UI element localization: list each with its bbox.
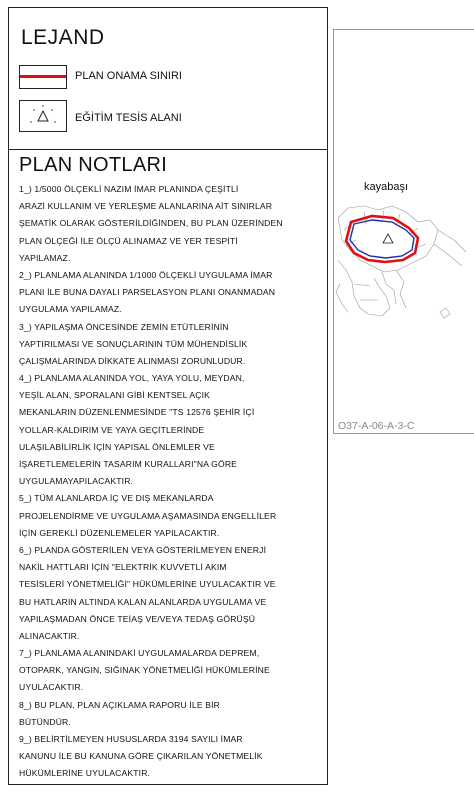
- plan-note-line: ULAŞILABİLİRLİK İÇİN YAPISAL ÖNLEMLER VE: [19, 441, 215, 452]
- plan-boundary-symbol: [19, 65, 67, 89]
- legend-label-education-area: EĞİTİM TESİS ALANI: [75, 112, 182, 124]
- plan-note-line: İÇİN GEREKLİ DÜZENLEMELER YAPILACAKTIR.: [19, 527, 220, 538]
- plan-note-line: ALINACAKTIR.: [19, 630, 80, 641]
- education-area-symbol: [19, 100, 67, 132]
- plan-note-line: TESİSLERİ YÖNETMELİĞİ" HÜKÜMLERİNE UYULACAKTIR VE: [19, 579, 276, 590]
- plan-note-line: 6_) PLANDA GÖSTERİLEN VEYA GÖSTERİLMEYEN ENERJİ: [19, 544, 267, 555]
- plan-note-line: 2_) PLANLAMA ALANINDA 1/1000 ÖLÇEKLİ UYGULAMA İMAR: [19, 269, 273, 280]
- plan-note-line: YAPILAMAZ.: [19, 252, 71, 263]
- plan-note-line: HÜKÜMLERİNE UYULACAKTIR.: [19, 768, 151, 779]
- plan-note-line: 3_) YAPILAŞMA ÖNCESİNDE ZEMİN ETÜTLERİNİN: [19, 321, 229, 332]
- plan-note-line: 5_) TÜM ALANLARDA İÇ VE DIŞ MEKANLARDA: [19, 493, 214, 504]
- plan-notes-panel: [8, 148, 328, 785]
- plan-note-line: MEKANLARIN DÜZENLENMESİNDE "TS 12576 ŞEHİR İÇİ: [19, 407, 255, 418]
- legend-title: LEJAND: [21, 26, 105, 49]
- plan-notes-title: PLAN NOTLARI: [19, 154, 168, 176]
- plan-note-line: YAPILAŞMADAN ÖNCE TEİAŞ VE/VEYA TEDAŞ GÖRÜŞÜ: [19, 613, 256, 624]
- plan-note-line: İŞARETLEMELERİN TASARIM KURALLARI"NA GÖRE: [19, 459, 238, 469]
- plan-note-line: ARAZİ KULLANIM VE YERLEŞME ALANLARINA AİT SINIRLAR: [19, 201, 273, 212]
- sheet-code: O37-A-06-A-3-C: [338, 420, 415, 432]
- plan-note-line: UYGULAMA YAPILAMAZ.: [19, 304, 122, 315]
- triangle-dots-icon: [20, 101, 66, 131]
- plan-note-line: BÜTÜNDÜR.: [19, 716, 71, 727]
- education-area-marker-icon: [383, 234, 393, 243]
- legend-panel: [8, 7, 328, 150]
- plan-notes-list: [19, 181, 319, 783]
- plan-note-line: YEŞİL ALAN, SPORALANI GİBİ KENTSEL AÇIK: [19, 390, 211, 401]
- red-boundary-line-icon: [20, 75, 66, 78]
- plan-note-line: UYGULAMAYAPILACAKTIR.: [19, 476, 134, 487]
- plan-note-line: ŞEMATİK OLARAK GÖSTERİLDİĞİNDEN, BU PLAN ÜZERİNDEN: [19, 218, 283, 229]
- plan-note-line: ÇALIŞMALARINDA DİKKATE ALINMASI ZORUNLUDUR.: [19, 355, 246, 366]
- plan-note-line: 4_) PLANLAMA ALANINDA YOL, YAYA YOLU, MEYDAN,: [19, 373, 245, 384]
- plan-note-line: PLANI İLE BUNA DAYALI PARSELASYON PLANI ONANMADAN: [19, 287, 276, 298]
- key-map-drawing: [334, 200, 474, 330]
- plan-note-line: PLAN ÖLÇEĞİ İLE ÖLÇÜ ALINAMAZ VE YER TESPİTİ: [19, 235, 238, 246]
- plan-note-line: BU HATLARIN ALTINDA KALAN ALANLARDA UYGULAMA VE: [19, 596, 267, 607]
- plan-note-line: UYULACAKTIR.: [19, 682, 84, 693]
- plan-note-line: NAKİL HATTLARI İÇİN "ELEKTRİK KUVVETLİ AKIM: [19, 562, 227, 573]
- plan-note-line: PROJELENDİRME VE UYGULAMA AŞAMASINDA ENGELLİLER: [19, 510, 277, 521]
- plan-note-line: KANUNU İLE BU KANUNA GÖRE ÇIKARILAN YÖNETMELİK: [19, 751, 263, 762]
- legend-label-plan-boundary: PLAN ONAMA SINIRI: [75, 70, 182, 82]
- key-map-place-name: kayabaşı: [364, 181, 409, 193]
- plan-note-line: OTOPARK, YANGIN, SIĞINAK YÖNETMELİĞİ HÜKÜMLERİNE: [19, 665, 270, 676]
- plan-note-line: 9_) BELİRTİLMEYEN HUSUSLARDA 3194 SAYILI İMAR: [19, 734, 243, 744]
- plan-note-line: 7_) PLANLAMA ALANINDAKİ UYGULAMALARDA DEPREM,: [19, 648, 260, 659]
- plan-note-line: YAPTIRILMASI VE SONUÇLARININ TÜM MÜHENDİSLİK: [19, 338, 248, 349]
- plan-note-line: YOLLAR-KALDIRIM VE YAYA GEÇİTLERİNDE: [19, 424, 205, 435]
- plan-note-line: 1_) 1/5000 ÖLÇEKLİ NAZIM İMAR PLANINDA ÇEŞİTLİ: [19, 184, 239, 194]
- plan-note-line: 8_) BU PLAN, PLAN AÇIKLAMA RAPORU İLE BİR: [19, 699, 221, 710]
